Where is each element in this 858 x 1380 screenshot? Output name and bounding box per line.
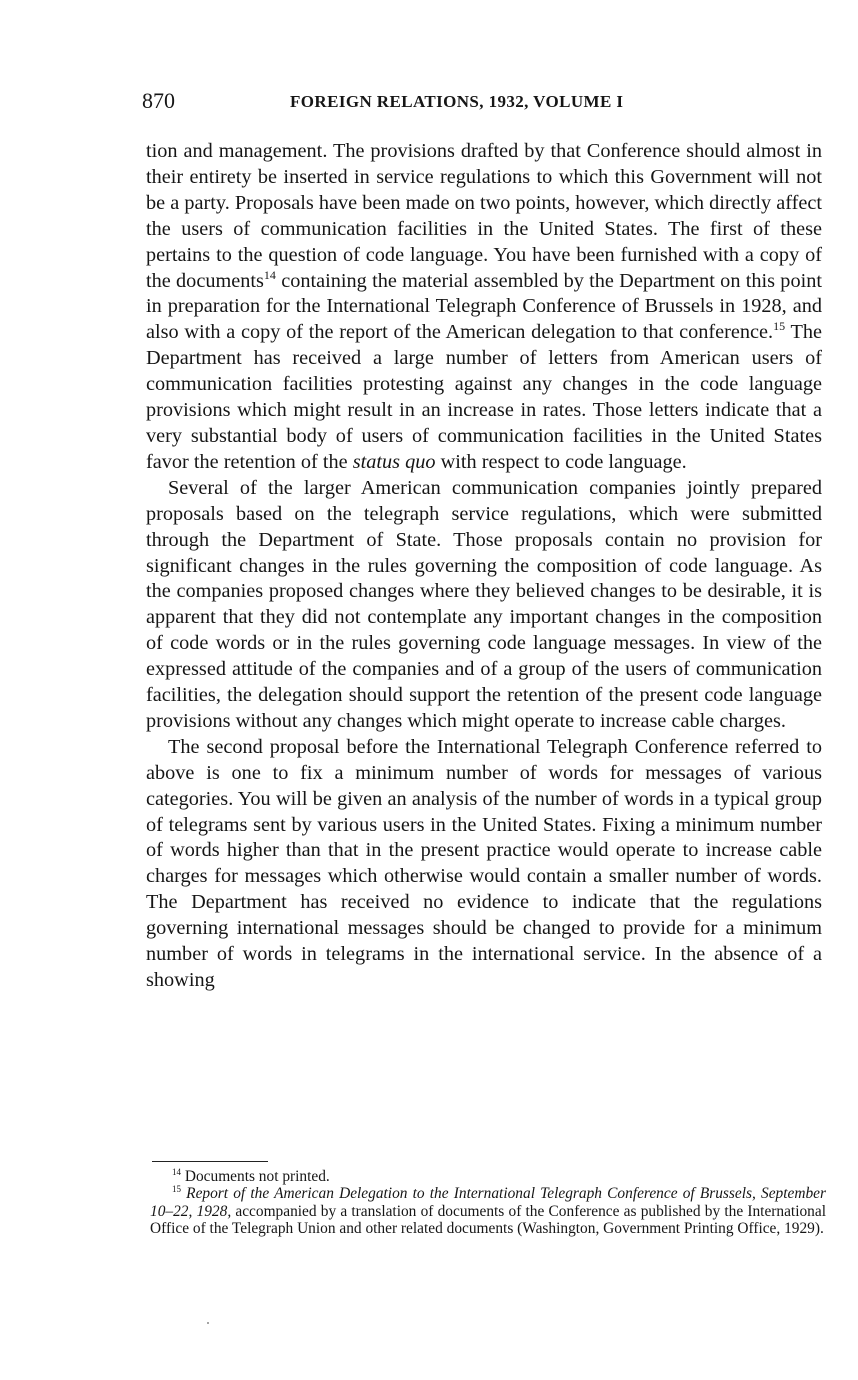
footnote-15-text: accompanied by a translation of documents of the Conference as published by the International Office of the Telegraph Union and other related documents (Washington, Government Printing Office, 1929). <box>150 1202 826 1238</box>
page-number: 870 <box>142 88 175 113</box>
body-text <box>146 139 822 994</box>
paragraph-1-segment-3: The Department has received a large number of letters from American users of communication facilities protesting against any changes in the code language provisions which might result in an increase in rates. Those letters indicate that a very substantial body of users of communication facilities in the United States favor the retention of the <box>146 321 822 473</box>
paragraph-1-segment-4: with respect to code language. <box>435 450 687 473</box>
footnote-15-title: Report of the American Delegation to the International Telegraph Conference of Brussels, September 10–22, 1928, <box>150 1185 826 1220</box>
footnotes <box>150 1168 826 1238</box>
paragraph-1-segment-1: tion and management. The provisions drafted by that Conference should almost in their entirety be inserted in service regulations to which this Government will not be a party. Proposals have been made on two points, however, which directly affect the users of communication facilities in the United States. The first of these pertains to the question of code language. You have been furnished with a copy of the documents <box>146 140 822 292</box>
footnote-14-number: 14 <box>172 1166 181 1177</box>
footnote-14 <box>150 1168 826 1185</box>
footnote-divider <box>152 1161 268 1162</box>
footnote-ref-15: 15 <box>773 319 786 334</box>
paragraph-1-segment-2: containing the material assembled by the Department on this point in preparation for the International Telegraph Conference of Brussels in 1928, and also with a copy of the report of the American delegation to that conference. <box>146 269 822 344</box>
status-quo-italic: status quo <box>352 450 436 473</box>
page-header <box>142 88 826 118</box>
footnote-14-text: Documents not printed. <box>184 1168 330 1185</box>
paragraph-2: Several of the larger American communication companies jointly prepared proposals based on the telegraph service regulations, which were submitted through the Department of State. Those proposals contain no provision for significant changes in the rules governing the composition of code language. As the companies proposed changes where they believed changes to be desirable, it is apparent that they did not contemplate any important changes in the composition of code words or in the rules governing code language messages. In view of the expressed attitude of the companies and of a group of the users of communication facilities, the delegation should support the retention of the present code language provisions without any changes which might operate to increase cable charges. <box>146 476 822 732</box>
running-head: FOREIGN RELATIONS, 1932, VOLUME I <box>290 92 624 111</box>
footnote-15-number: 15 <box>172 1184 181 1195</box>
footnote-15 <box>150 1185 826 1237</box>
paragraph-3: The second proposal before the International Telegraph Conference referred to above is one to fix a minimum number of words for messages of various categories. You will be given an analysis of the number of words in a typical group of telegrams sent by various users in the United States. Fixing a minimum number of words higher than that in the present practice would operate to increase cable charges for messages which otherwise would contain a smaller number of words. The Department has received no evidence to indicate that the regulations governing international messages should be changed to provide for a minimum number of words in telegrams in the international service. In the absence of a showing <box>146 735 822 991</box>
paragraph-1 <box>146 139 822 476</box>
footnote-ref-14: 14 <box>263 267 276 282</box>
print-speck <box>207 1322 209 1324</box>
